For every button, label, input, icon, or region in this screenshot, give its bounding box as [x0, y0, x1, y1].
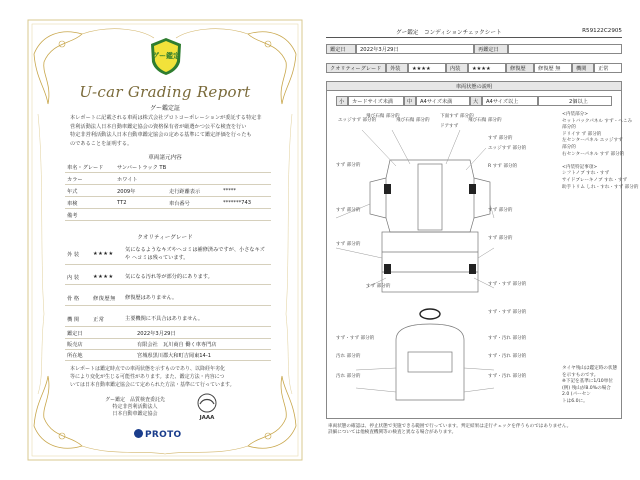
grade-key: 機 関 [67, 317, 80, 323]
jaaa-label: JAAA [199, 415, 215, 421]
issue-row [65, 328, 271, 339]
grade-key: 骨 格 [67, 296, 80, 302]
grade-stars: 修復歴無 [93, 296, 116, 302]
damage-label: エッジすず 部分的 [338, 118, 377, 123]
grade-stars: ★★★★ [93, 251, 114, 257]
grade-desc: 主要機関に不具合はありません。 [125, 316, 204, 322]
vehicle-row-value2: *******743 [223, 200, 252, 206]
vehicle-row [65, 210, 271, 221]
cab-center [418, 164, 442, 230]
vehicle-row-key: 年式 [67, 189, 78, 195]
grade-desc: 修復歴はありません。 [125, 295, 178, 301]
issuer-line: 日本自動車鑑定協会 [112, 411, 158, 417]
grade-key: 外 装 [67, 252, 80, 258]
disclaimer-text [70, 366, 266, 389]
report-title: U-car Grading Report [79, 83, 251, 101]
note-line: 部分的 [562, 144, 576, 150]
note-line: 右センターパネル すず 部分的 [562, 151, 625, 157]
vehicle-row [65, 162, 271, 173]
tire-note-line: 2.0 (パーセン [562, 392, 591, 398]
damage-label: ドアすず [440, 124, 459, 129]
grade-desc: 気になる汚れ等が部分的にあります。 [125, 274, 213, 280]
issue-row-value: 2022年3月29日 [137, 331, 176, 337]
issue-row-key: 鑑定日 [67, 331, 83, 337]
left-door [370, 178, 386, 218]
damage-label: 下面すず 部分的 [440, 114, 474, 119]
interior-notes [562, 112, 639, 191]
bed-outline [382, 232, 478, 292]
diagram-title: 車両状態の説明 [326, 81, 622, 91]
sheet-number: R59122C2905 [582, 28, 622, 34]
damage-label: すず 部分的 [336, 242, 361, 247]
size-large-desc: A4サイズ以上 [482, 96, 538, 106]
tire-note-line: ※下記を基準に1/10単位 [562, 379, 613, 385]
sheet-footnote [328, 424, 622, 437]
grade-row-exterior [65, 245, 271, 265]
issuer-line: 特定非営利活動法人 [112, 404, 158, 410]
quality-section-title: クオリティーグレード [137, 235, 193, 241]
size-medium-desc: A4サイズ未満 [416, 96, 470, 106]
vehicle-row-key2: 車台番号 [169, 201, 190, 207]
note-line: <内装部分> [562, 112, 589, 117]
engine-label: 機関 [572, 63, 594, 73]
grading-certificate [22, 14, 308, 466]
inspection-date-value: 2022年3月29日 [356, 44, 474, 54]
interior-value: ★★★★ [468, 63, 506, 73]
reinspection-date-label: 再鑑定日 [474, 44, 508, 54]
vehicle-row-value: サンバートラック TB [117, 165, 167, 171]
interior-label: 内装 [446, 63, 468, 73]
damage-label: 飛び石傷 部分的 [468, 118, 502, 123]
report-subtitle: グー鑑定証 [149, 105, 180, 112]
engine-value: 正常 [594, 63, 622, 73]
damage-label: すず 部分的 [488, 236, 513, 241]
damage-label: R すず 部分的 [488, 164, 518, 169]
repair-history-label: 修復歴 [506, 63, 534, 73]
rear-view [396, 324, 464, 400]
footnote-line: 詳細については他検査機関等の検査と異なる場合があります。 [328, 430, 457, 436]
size-medium-key: 中 [404, 96, 416, 106]
disclaimer-line: 等により変化が生じる可能性があります。また、鑑定方法・内容につ [70, 373, 225, 380]
grade-row-engine [65, 313, 271, 327]
vehicle-row-key: カラー [67, 177, 83, 183]
damage-label: 飛び石傷 部分的 [366, 114, 400, 119]
exterior-label: 外装 [386, 63, 408, 73]
tire-icon [469, 184, 476, 194]
disclaimer-line: 本レポートは鑑定時点での車両状態を示すものであり、以降経年劣化 [70, 366, 226, 372]
issue-row-key: 販売店 [67, 342, 83, 348]
footnote-line: 車両状態の確認は、停止状態で実施できる範囲で行っています。判定結果は走行チェックを伴うものではありません。 [328, 424, 572, 429]
grade-desc: 気になるようなキズやヘコミは補修済みですが、小さなキズや ヘコミは残っています。 [125, 247, 265, 261]
issue-row-key: 所在地 [67, 353, 83, 359]
sheet-title: グー鑑定 コンディションチェックシート [396, 30, 502, 36]
size-large-key: 大 [470, 96, 482, 106]
vehicle-row [65, 174, 271, 185]
badge-text: グー鑑定 [152, 52, 180, 60]
damage-label: すず・すず 部分的 [488, 310, 527, 315]
tire-note-line: を示すものです。 [562, 372, 599, 378]
note-line: シフトノブ すれ・すず [562, 171, 610, 177]
issue-row-value: 宮城県黒川郡大和町吉岡東14-1 [137, 353, 212, 359]
note-line: 助手トリム しれ・すれ・すず 部分的 [562, 184, 639, 190]
note-line: 左センターパネル エッジすず [562, 138, 623, 144]
issuer-block [90, 397, 180, 418]
size-multiple-desc: 2個以上 [538, 96, 612, 106]
note-line: <内装特記事項> [562, 164, 598, 170]
rear-window [408, 352, 452, 372]
tire-note-line: トは6.0に。 [562, 398, 588, 404]
damage-label: すず・汚れ 部分的 [488, 336, 527, 341]
issue-row-value: 有限会社 瓦川商自 働く車専門店 [137, 342, 217, 348]
vehicle-row-value: ホワイト [117, 177, 138, 183]
tire-icon [384, 184, 391, 194]
damage-label: すず・すず 部分的 [488, 282, 527, 287]
issuer-line: グー鑑定 品質検査委託先 [104, 397, 165, 403]
quality-grade-label: クオリティーグレード [326, 63, 386, 73]
damage-label: すず 部分的 [336, 208, 361, 213]
note-line: ドリイす ず 部分的 [562, 131, 602, 137]
proto-logo [134, 429, 181, 440]
damage-label: 汚れ 部分的 [336, 374, 361, 379]
tire-icon [384, 264, 391, 274]
vehicle-row-value2: ***** [223, 188, 236, 194]
tire-note-line: (例) 残山が8.0%の場合 [562, 385, 611, 391]
goo-kantei-badge-icon [147, 36, 185, 76]
issue-row [65, 339, 271, 350]
intro-line: 本レポートに記載される車両は株式会社プロトコーポレーションが委託する特定非 [70, 115, 262, 121]
intro-line: 営利活動法人日本自動車鑑定協会の資格保有者が厳選かつ公平な検査を行い [70, 123, 247, 130]
vehicle-section-title: 車両諸元内容 [148, 155, 182, 161]
proto-brand-text: PROTO [145, 430, 182, 440]
issue-row [65, 350, 271, 361]
grade-key: 内 装 [67, 275, 80, 281]
damage-label: すず・汚れ 部分的 [488, 374, 527, 379]
tire-note-line: タイヤ残山は鑑定時の状態 [562, 366, 618, 371]
intro-line: のであることを証明する。 [70, 140, 133, 147]
condition-check-sheet [326, 28, 639, 438]
vehicle-row [65, 186, 271, 197]
damage-label: すず・汚れ 部分的 [488, 354, 527, 359]
damage-label: 汚れ 部分的 [336, 354, 361, 359]
grade-stars: 正常 [93, 317, 105, 323]
intro-line: 特定非営利活動法人日本自動車鑑定協会の定める基準にて鑑定評価を行ったも [70, 132, 252, 139]
vehicle-row-value: 2009年 [117, 189, 136, 195]
steering-wheel-icon [420, 309, 440, 319]
proto-mark-icon [134, 429, 143, 438]
vehicle-row-key2: 走行距離表示 [169, 189, 201, 195]
damage-label: すず・すず 部分的 [336, 336, 375, 341]
tire-notes [562, 366, 620, 406]
damage-label: すず 部分的 [336, 163, 361, 168]
exterior-value: ★★★★ [408, 63, 446, 73]
disclaimer-line: いては日本自動車鑑定協会にて定められた方法・基準にて行っています。 [70, 381, 235, 388]
vehicle-row-key: 備考 [67, 213, 78, 219]
damage-label: 飛び石傷 部分的 [396, 118, 430, 123]
damage-label: すず 部分的 [488, 208, 513, 213]
repair-history-value: 修復歴 無 [534, 63, 572, 73]
size-small-desc: カードサイズ未満 [348, 96, 404, 106]
note-line: 部分的 [562, 125, 576, 131]
note-line [562, 158, 620, 165]
damage-label: すず 部分的 [366, 284, 391, 289]
vehicle-row-value: TT2 [117, 200, 127, 206]
tire-icon [469, 264, 476, 274]
grade-stars: ★★★★ [93, 274, 114, 280]
vehicle-row-key: 車名・グレード [67, 165, 104, 171]
vehicle-row-key: 車検 [67, 201, 78, 207]
size-small-key: 小 [336, 96, 348, 106]
damage-label: すず 部分的 [488, 136, 513, 141]
grade-row-frame [65, 292, 271, 306]
reinspection-date-value [508, 44, 622, 54]
note-line: サイドブレーキノブ すれ・すず [562, 177, 628, 183]
intro-text [70, 114, 266, 148]
divider [326, 37, 622, 38]
cab-outline [386, 160, 474, 232]
jaaa-logo-icon [187, 392, 227, 422]
inspection-date-label: 鑑定日 [326, 44, 356, 54]
note-line: セットバックパネル すず・へこみ [562, 118, 633, 124]
vehicle-row [65, 198, 271, 209]
damage-label: エッジすず 部分的 [488, 146, 527, 151]
grade-row-interior [65, 271, 271, 285]
